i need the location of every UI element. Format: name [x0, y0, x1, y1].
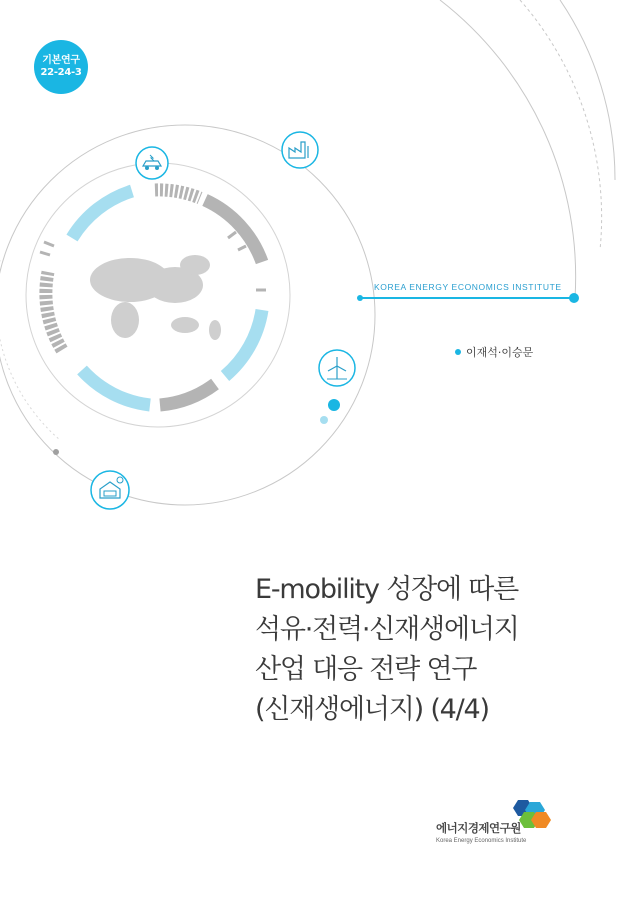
ring-segment-gray-top — [155, 190, 200, 198]
ring-segment-blue-bottom — [82, 370, 150, 405]
badge-report-number: 22-24-3 — [40, 67, 82, 78]
ring-segment-gray-right — [205, 200, 262, 262]
ring-segment-blue-right — [225, 310, 262, 376]
report-title — [255, 570, 615, 730]
ring-segment-blue-top — [72, 191, 132, 238]
wind-turbine-icon — [319, 350, 355, 386]
solar-house-icon — [91, 471, 129, 509]
right-arc-2 — [520, 0, 602, 250]
ring-segment-gray-left — [46, 272, 62, 350]
outer-arc — [0, 125, 375, 505]
accent-dot-large — [328, 399, 340, 411]
institute-line-end-dot — [569, 293, 579, 303]
right-arc-1 — [440, 0, 576, 298]
title-line-3: 산업 대응 전략 연구 — [255, 654, 477, 685]
right-arc-3 — [560, 0, 615, 180]
publisher-name-ko: 에너지경제연구원 — [436, 821, 521, 835]
world-map-icon — [90, 255, 221, 340]
institute-label: KOREA ENERGY ECONOMICS INSTITUTE — [374, 282, 562, 292]
report-badge — [34, 40, 88, 94]
accent-dot-small — [320, 416, 328, 424]
title-line-1: E-mobility 성장에 따른 — [255, 574, 519, 605]
electric-car-icon — [136, 147, 168, 179]
badge-series-label: 기본연구 — [42, 55, 80, 66]
small-gray-dot — [53, 449, 59, 455]
publisher-name-en: Korea Energy Economics Institute — [436, 838, 527, 844]
authors — [455, 344, 533, 360]
bullet-icon — [455, 349, 461, 355]
ring-segment-gray-bottom — [160, 384, 215, 405]
title-line-4: (신재생에너지) (4/4) — [255, 694, 489, 725]
factory-icon — [282, 132, 318, 168]
title-line-2: 석유·전력·신재생에너지 — [255, 614, 519, 645]
institute-line-start-dot — [357, 295, 363, 301]
authors-names: 이재석·이승문 — [466, 346, 534, 359]
publisher-logo — [432, 798, 572, 858]
